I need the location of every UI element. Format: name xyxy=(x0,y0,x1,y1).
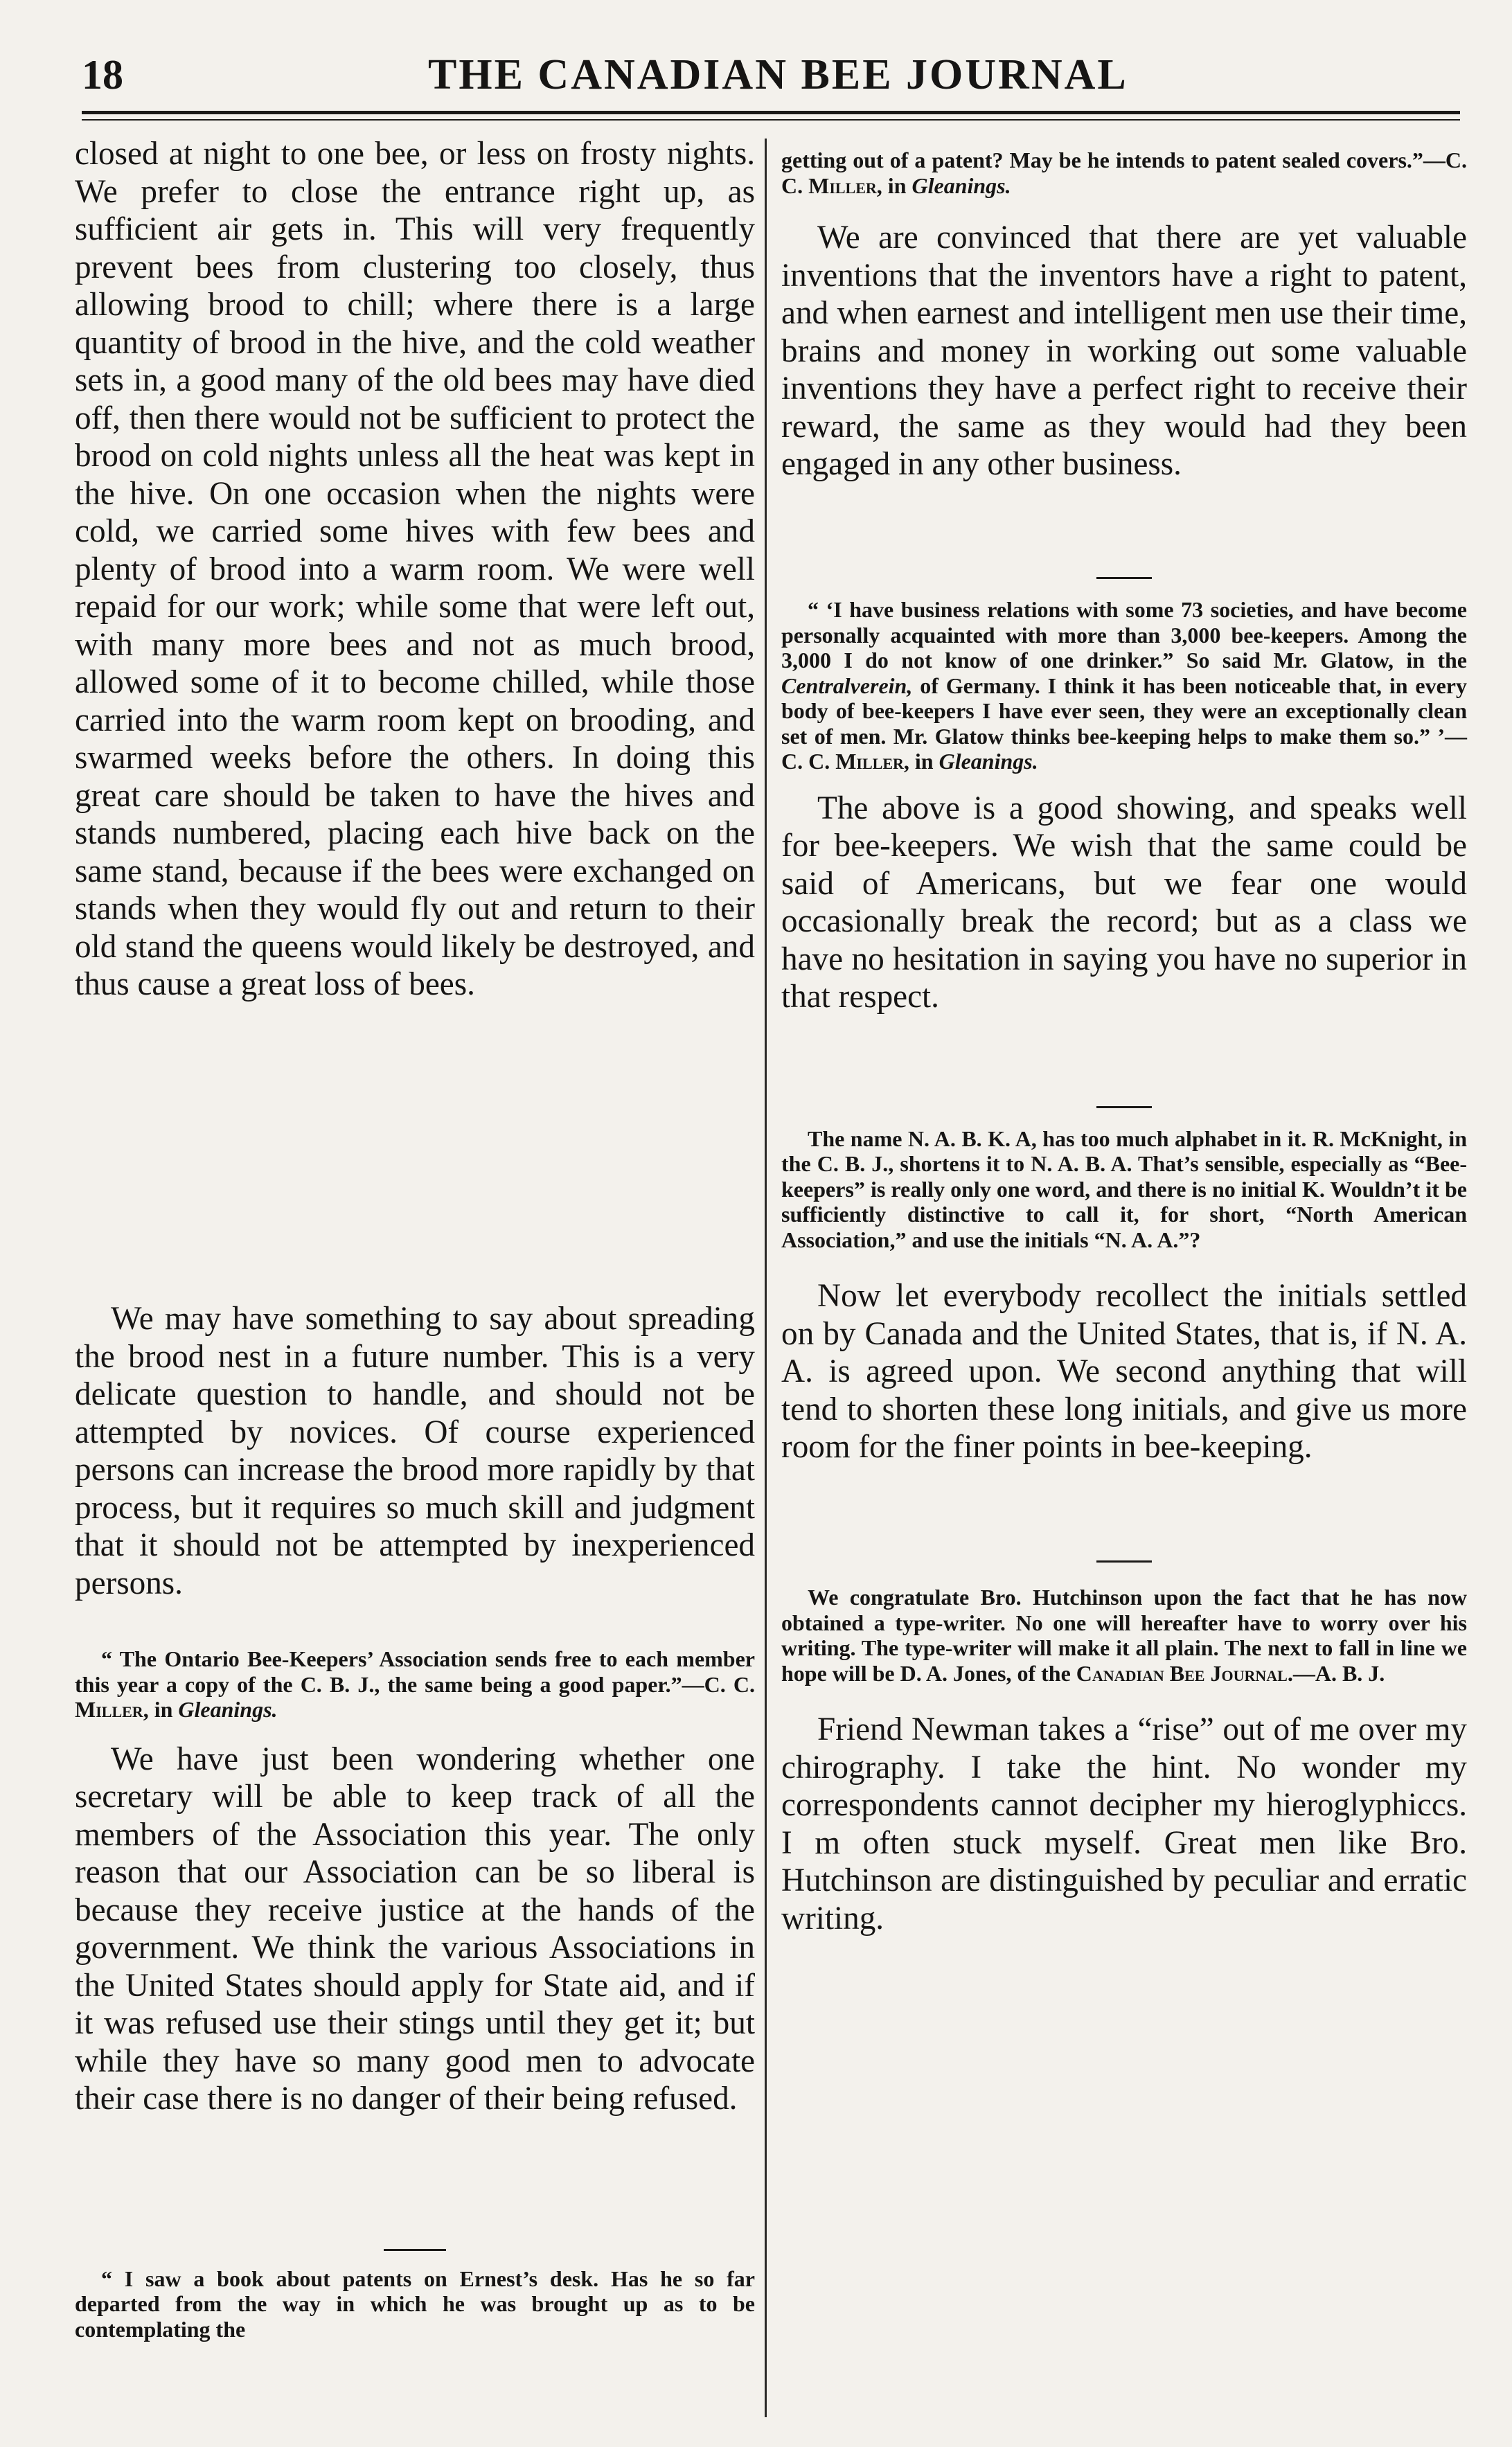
header-rule-thick xyxy=(82,111,1460,114)
page-number: 18 xyxy=(82,52,123,98)
quote-source-prefix: , in xyxy=(143,1697,179,1722)
quote-source-prefix: , in xyxy=(903,749,939,774)
quote-patents-continued xyxy=(781,148,1467,198)
quote-text-continued: of Germany. I think it has been noticeable that, in every body of bee-keepers I have ever seen, they were an exceptionally clean set of men. Mr. Glatow thinks bee-keeping helps to make them so.” ’—C. C. xyxy=(781,673,1467,774)
quote-source: Gleanings. xyxy=(939,749,1038,774)
paragraph-secretary: We have just been wondering whether one secretary will be able to keep track of all the members of the Association this year. The only reason that our Association can be so liberal is because they receive justice at the hands of the government. We think the various Associations in the United States should apply for State aid, and if it was refused use their stings until they get it; but while they have so many good men to advocate their case there is no danger of their being refused. xyxy=(75,1741,755,2117)
quote-business-relations xyxy=(781,597,1467,774)
quote-text: “ ‘I have business relations with some 73 societies, and have become personally acquainted with more than 3,000 bee-keepers. Among the 3,000 I do not know of one drinker.” So said Mr. Glatow, in the xyxy=(781,597,1467,673)
quote-journal: Canadian Bee Journal xyxy=(1076,1660,1288,1686)
quote-attribution: Miller xyxy=(835,749,904,774)
section-rule xyxy=(1096,1106,1152,1108)
quote-source: Gleanings. xyxy=(911,172,1011,198)
header-rule-thin xyxy=(82,119,1460,121)
quote-text: We congratulate Bro. Hutchinson upon the fact that he has now obtained a type-writer. No one will hereafter have to worry over his writing. The type-writer will make it all plain. The next to fall in line we hope will be D. A. Jones, of the xyxy=(781,1585,1467,1686)
paragraph-initials: Now let everybody recollect the initials settled on by Canada and the United States, that is, if N. A. A. is agreed upon. We second anything that will tend to shorten these long initials, and give us more room for the finer points in bee-keeping. xyxy=(781,1278,1467,1465)
quote-attribution: Miller xyxy=(808,172,877,198)
quote-source-prefix: , in xyxy=(876,172,912,198)
quote-text: getting out of a patent? May be he intends to patent sealed covers.”—C. C. xyxy=(781,148,1467,198)
section-rule xyxy=(384,2249,446,2251)
quote-initials: The name N. A. B. K. A, has too much alphabet in it. R. McKnight, in the C. B. J., shortens it to N. A. B. A. That’s sensible, especially as “Bee-keepers” is really only one word, and there is no initial K. Wouldn’t it be sufficiently distinctive to call it, for short, “North American Association,” and use the initials “N. A. A.”? xyxy=(781,1125,1467,1252)
quote-patents: “ I saw a book about patents on Ernest’s desk. Has he so far departed from the way in which he was brought up as to be contemplating the xyxy=(75,2266,755,2342)
paragraph-good-showing: The above is a good showing, and speaks well for bee-keepers. We wish that the same could be said of Americans, but we fear one would occasionally break the record; but as a class we have no hesitation in saying you have no superior in that respect. xyxy=(781,790,1467,1015)
paragraph-chirography: Friend Newman takes a “rise” out of me over my chirography. I take the hint. No wonder my correspondents cannot decipher my hieroglyphiccs. I m often stuck myself. Great men like Bro. Hutchinson are distinguished by peculiar and erratic writing. xyxy=(781,1711,1467,1937)
paragraph-closing-hives: closed at night to one bee, or less on frosty nights. We prefer to close the entrance right up, as sufficient air gets in. This will very frequently prevent bees from clustering too closely, thus allowing brood to chill; where there is a large quantity of brood in the hive, and the cold weather sets in, a good many of the old bees may have died off, then there would not be sufficient to protect the brood on cold nights unless all the heat was kept in the hive. On one occasion when the nights were cold, we carried some hives with few bees and plenty of brood into a warm room. We were well repaid for our work; while some that were left out, with many more bees and not as much brood, allowed some of it to become chilled, while those carried into the warm room kept on brooding, and swarmed weeks before the others. In doing this great care should be taken to have the hives and stands numbered, placing each hive back on the same stand, because if the bees were exchanged on stands when they would fly out and return to their old stand the queens would likely be destroyed, and thus cause a great loss of bees. xyxy=(75,136,755,1002)
quote-ontario-association xyxy=(75,1646,755,1723)
quote-publication: Centralverein, xyxy=(781,673,913,698)
section-rule xyxy=(1096,577,1152,579)
quote-text: “ The Ontario Bee-Keepers’ Association sends free to each member this year a copy of the C. B. J., the same being a good paper.”—C. C. xyxy=(75,1646,755,1697)
page-header xyxy=(82,47,1460,103)
column-divider xyxy=(765,139,767,2417)
quote-source: Gleanings. xyxy=(178,1697,278,1722)
left-column xyxy=(75,135,755,2342)
quote-end: .—A. B. J. xyxy=(1287,1660,1385,1686)
paragraph-inventions: We are convinced that there are yet valuable inventions that the inventors have a right to patent, and when earnest and intelligent men use their time, brains and money in working out some valuable inventions they have a perfect right to receive their reward, the same as they would had they been engaged in any other business. xyxy=(781,220,1467,482)
right-column xyxy=(781,135,1467,1937)
quote-attribution: Miller xyxy=(75,1697,143,1722)
journal-title: THE CANADIAN BEE JOURNAL xyxy=(428,51,1128,98)
paragraph-spreading-brood: We may have something to say about spreading the brood nest in a future number. This is a very delicate question to handle, and should not be attempted by novices. Of course experienced persons can increase the brood more rapidly by that process, but it requires so much skill and judgment that it should not be attempted by inexperienced persons. xyxy=(75,1301,755,1601)
section-rule xyxy=(1096,1560,1152,1563)
quote-typewriter xyxy=(781,1585,1467,1686)
